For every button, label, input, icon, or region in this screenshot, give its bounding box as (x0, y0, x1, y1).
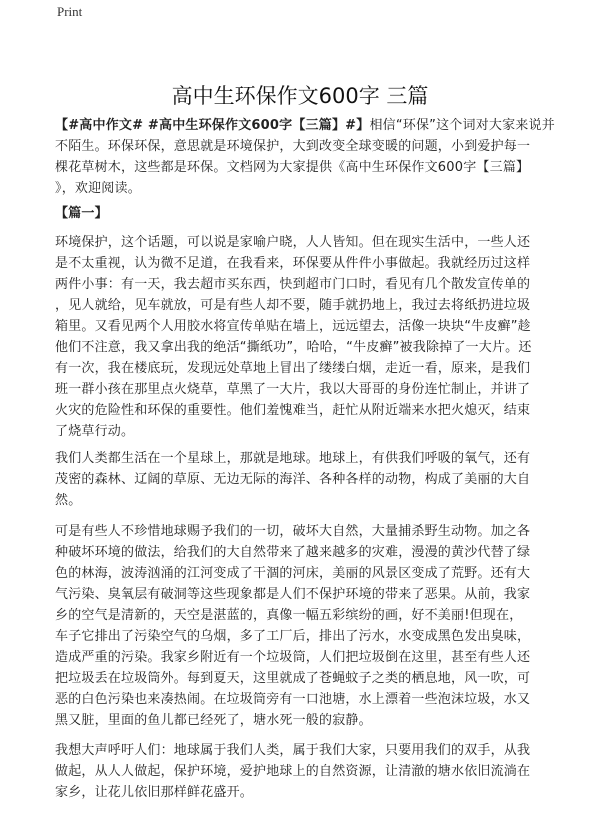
intro-line: 棵花草树木，这些都是环保。文档网为大家提供《高中生环保作文600字【三篇】 (55, 160, 530, 175)
paragraph-line: 了烧草行动。 (55, 424, 135, 439)
intro-line: 》，欢迎阅读。 (55, 181, 141, 196)
paragraph-line: 造成严重的污染。我家乡附近有一个垃圾筒，人们把垃圾倒在这里，甚至有些人还 (55, 650, 531, 665)
paragraph-3 (55, 521, 550, 731)
paragraph-line: 恶的白色污染也来凑热闹。在垃圾筒旁有一口池塘，水上漂着一些泡沫垃圾，水又 (55, 692, 531, 707)
page-title: 高中生环保作文600字 三篇 (171, 84, 429, 108)
section-heading: 【篇一】 (55, 206, 108, 221)
paragraph-line: 有一次，我在楼底玩，发现远处草地上冒出了缕缕白烟，走近一看，原来，是我们 (55, 361, 531, 376)
paragraph-line: 班一群小孩在那里点火烧草，草黑了一大片，我以大哥哥的身份连忙制止，并讲了 (55, 382, 531, 397)
paragraph-line: 火灾的危险性和环保的重要性。他们羞愧难当，赶忙从附近端来水把火熄灭，结束 (55, 403, 531, 418)
paragraph-line: 茂密的森林、辽阔的草原、无边无际的海洋、各种各样的动物，构成了美丽的大自 (55, 472, 531, 487)
paragraph-line: 我想大声呼吁人们：地球属于我们人类，属于我们大家，只要用我们的双手，从我 (55, 743, 531, 758)
paragraph-4 (55, 740, 550, 803)
paragraph-line: 车子它排出了污染空气的乌烟，多了工厂后，排出了污水，水变成黑色发出臭味， (55, 629, 531, 644)
paragraph-line: 做起，从人人做起，保护环境，爱护地球上的自然资源，让清澈的塘水依旧流淌在 (55, 764, 531, 779)
paragraph-line: 是不太重视，认为微不足道，在我看来，环保要从件件小事做起。我就经历过这样 (55, 256, 531, 271)
paragraph-line: 环境保护，这个话题，可以说是家喻户晓，人人皆知。但在现实生活中，一些人还 (55, 235, 531, 250)
intro-tags: 【#高中作文# #高中生环保作文600字【三篇】#】 (55, 118, 370, 133)
paragraph-line: 种破坏环境的做法，给我们的大自然带来了越来越多的灾难，漫漫的黄沙代替了绿 (55, 545, 531, 560)
paragraph-line: 乡的空气是清新的，天空是湛蓝的，真像一幅五彩缤纷的画，好不美丽!但现在， (55, 608, 523, 623)
paragraph-line: ，见人就给，见车就放，可是有些人却不要，随手就扔地上，我过去将纸扔进垃圾 (55, 298, 531, 313)
intro-paragraph (55, 115, 555, 199)
paragraph-line: 气污染、臭氧层有破洞等这些现象都是人们不保护环境的带来了恶果。从前，我家 (55, 587, 531, 602)
paragraph-line: 他们不注意，我又拿出我的绝活“撕纸功”，哈哈，“牛皮癣”被我除掉了一大片。还 (55, 340, 532, 355)
paragraph-line: 色的林海，波涛汹涌的江河变成了干涸的河床，美丽的风景区变成了荒野。还有大 (55, 566, 531, 581)
paragraph-line: 箱里。又看见两个人用胶水将宣传单贴在墙上，远远望去，活像一块块“牛皮癣”趁 (55, 319, 531, 334)
paragraph-line: 然。 (55, 493, 82, 508)
paragraph-1 (55, 232, 550, 442)
intro-line: 相信“环保”这个词对大家来说并 (369, 118, 555, 133)
paragraph-line: 两件小事：有一天，我去超市买东西，快到超市门口时，看见有几个散发宣传单的 (55, 277, 531, 292)
paragraph-line: 黑又脏，里面的鱼儿都已经死了，塘水死一般的寂静。 (55, 713, 372, 728)
paragraph-line: 把垃圾丢在垃圾筒外。每到夏天，这里就成了苍蝇蚊子之类的栖息地，风一吹，可 (55, 671, 531, 686)
intro-line: 不陌生。环保环保，意思就是环境保护，大到改变全球变暖的问题，小到爱护每一 (55, 139, 531, 154)
paragraph-2 (55, 448, 550, 511)
print-label: Print (57, 4, 83, 19)
paragraph-line: 可是有些人不珍惜地球赐予我们的一切，破坏大自然，大量捕杀野生动物。加之各 (55, 524, 531, 539)
paragraph-line: 我们人类都生活在一个星球上，那就是地球。地球上，有供我们呼吸的氧气，还有 (55, 451, 531, 466)
paragraph-line: 家乡，让花儿依旧那样鲜花盛开。 (55, 785, 254, 800)
